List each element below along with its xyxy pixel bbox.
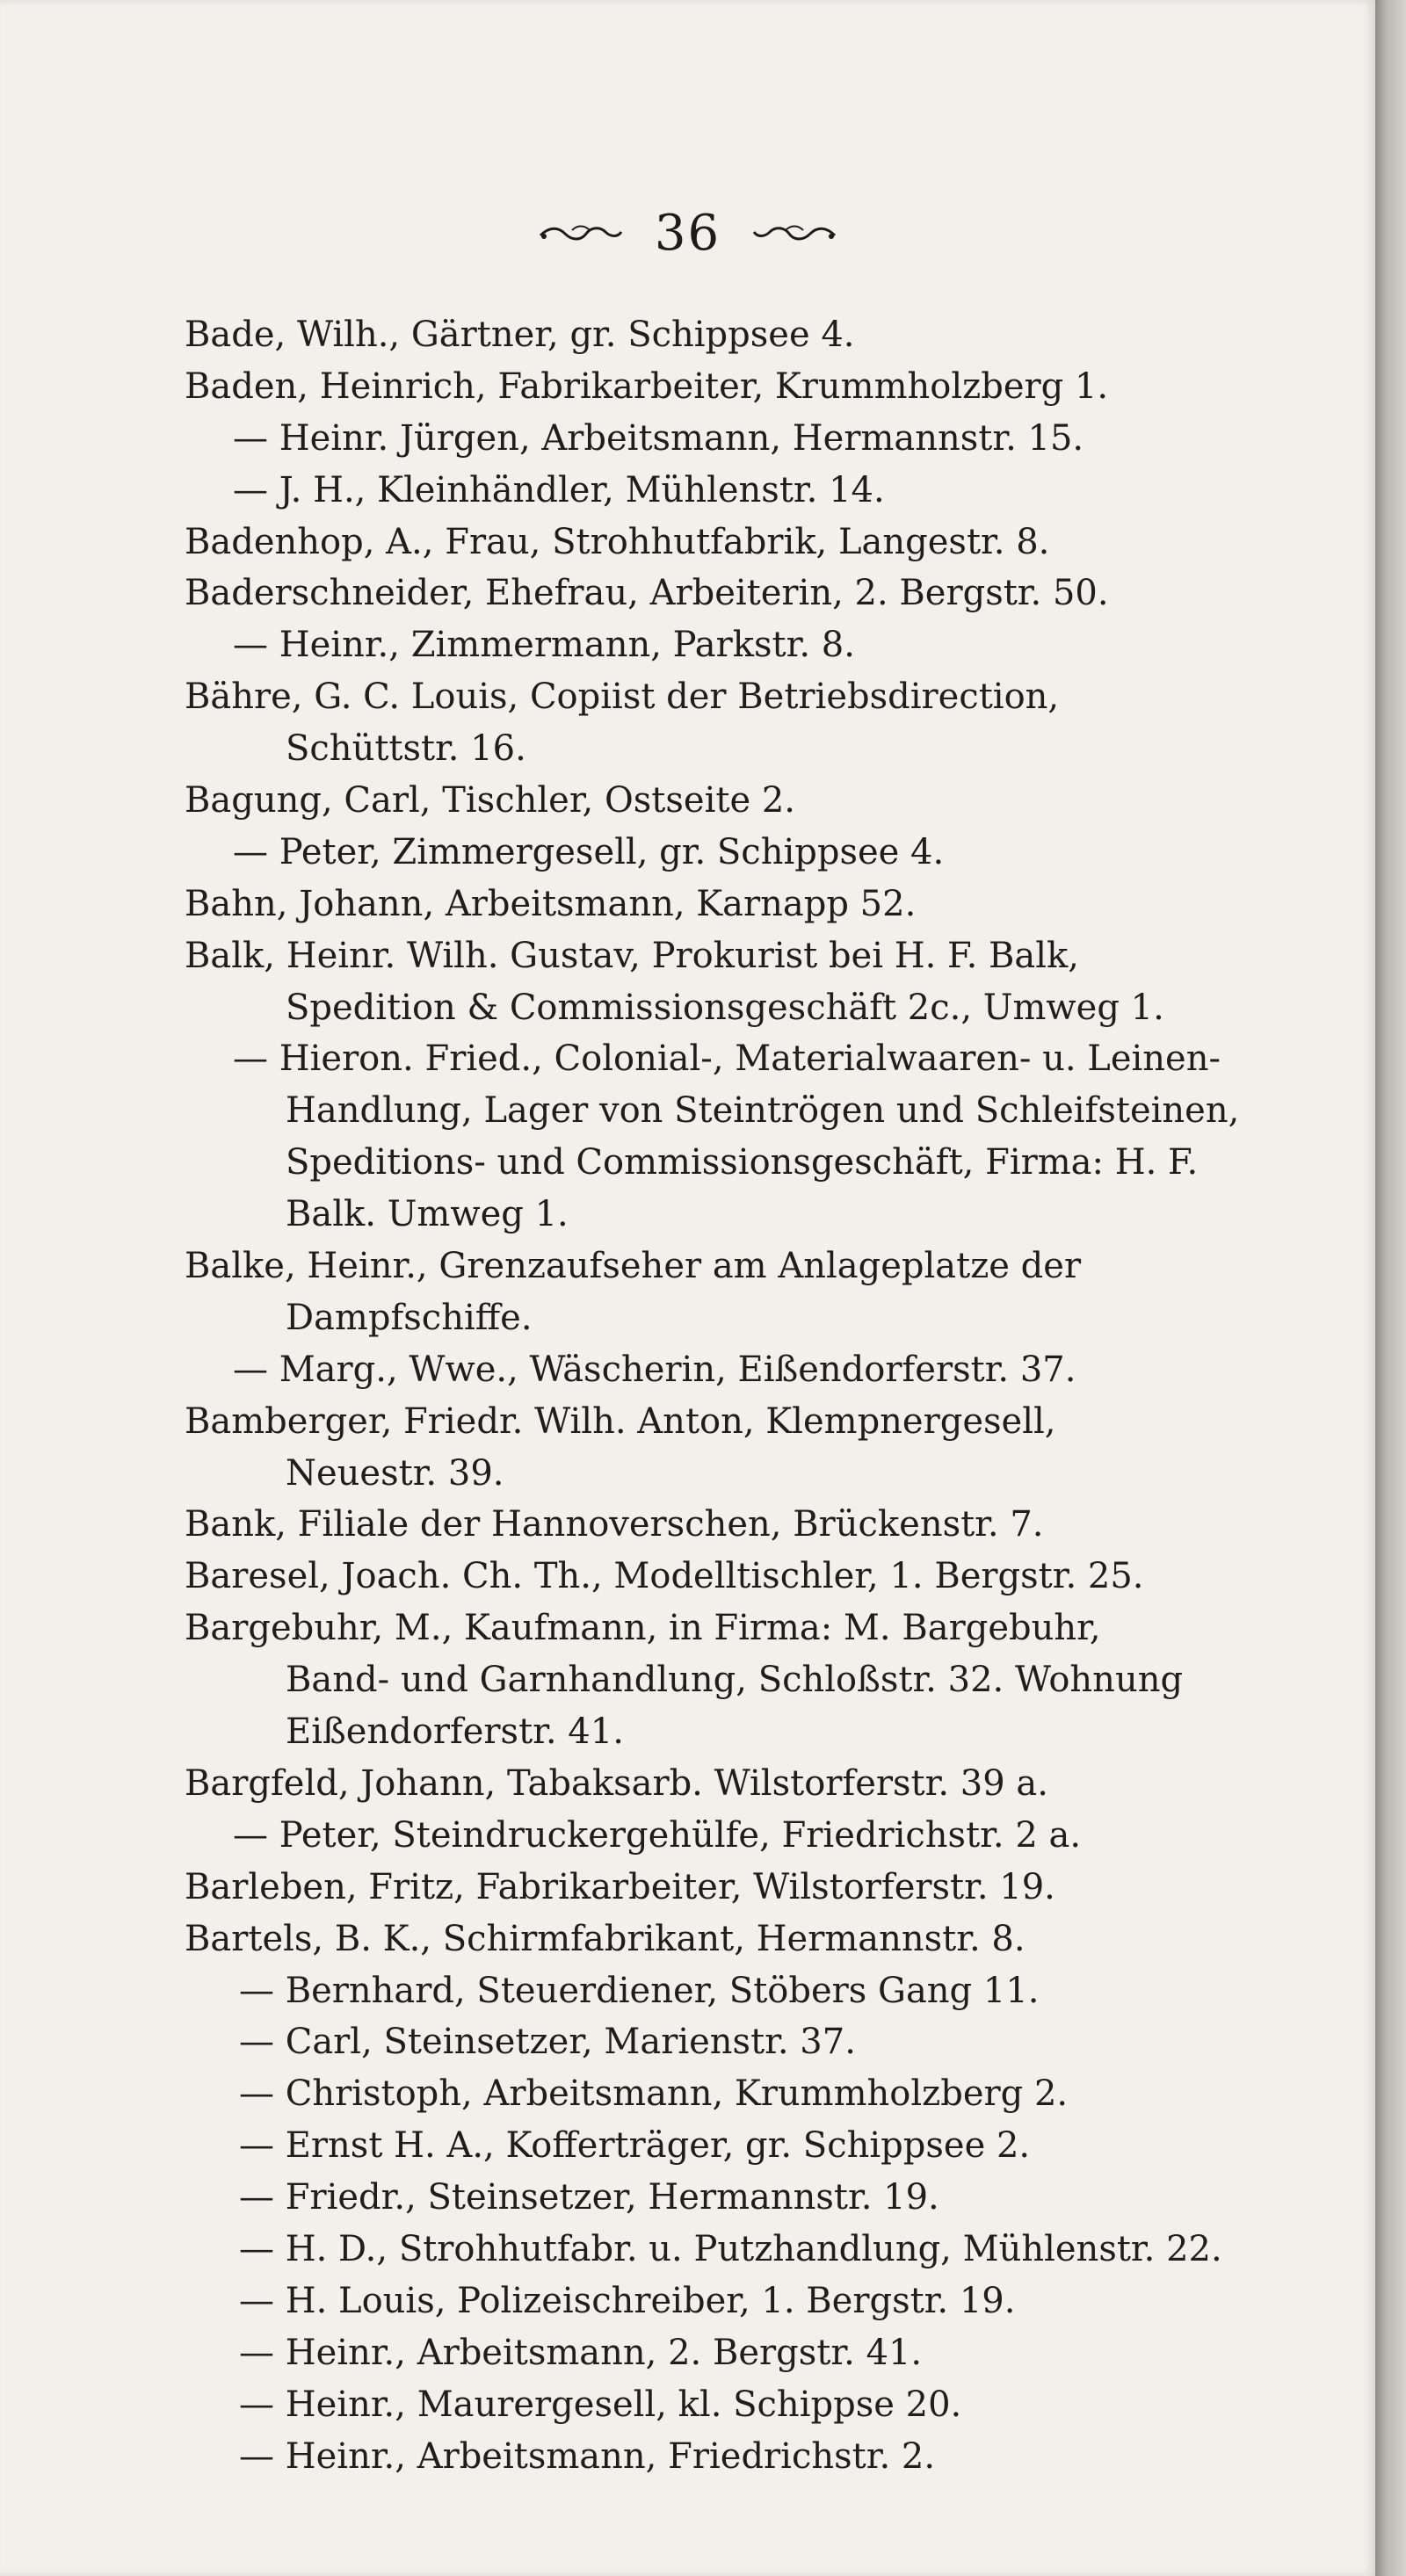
directory-entry-line: — H. Louis, Polizeischreiber, 1. Bergstr. 19.	[239, 2280, 1016, 2321]
directory-entries	[185, 309, 1362, 2482]
directory-entry-line: Handlung, Lager von Steintrögen und Schleifsteinen,	[286, 1090, 1240, 1132]
directory-entry-line: Bamberger, Friedr. Wilh. Anton, Klempnergesell,	[185, 1400, 1056, 1442]
directory-entry-line: — Heinr. Jürgen, Arbeitsmann, Hermannstr. 15.	[233, 417, 1084, 459]
directory-entry-line: Baresel, Joach. Ch. Th., Modelltischler, 1. Bergstr. 25.	[185, 1556, 1144, 1597]
directory-entry-line: Balke, Heinr., Grenzaufseher am Anlageplatze der	[185, 1246, 1082, 1287]
left-ornament-icon	[537, 220, 625, 246]
directory-entry-line: — Bernhard, Steuerdiener, Stöbers Gang 11.	[239, 1970, 1040, 2011]
page-header	[0, 198, 1375, 268]
directory-entry-line: Baderschneider, Ehefrau, Arbeiterin, 2. Bergstr. 50.	[185, 573, 1109, 614]
page-number: 36	[654, 204, 721, 262]
directory-entry-line: — H. D., Strohhutfabr. u. Putzhandlung, Mühlenstr. 22.	[239, 2228, 1222, 2269]
directory-entry-line: Neuestr. 39.	[286, 1452, 504, 1494]
directory-entry-line: — Hieron. Fried., Colonial-, Materialwaaren- u. Leinen-	[233, 1038, 1221, 1080]
directory-entry-line: Badenhop, A., Frau, Strohhutfabrik, Langestr. 8.	[185, 521, 1050, 562]
directory-entry-line: — J. H., Kleinhändler, Mühlenstr. 14.	[233, 469, 885, 510]
directory-entry-line: Bade, Wilh., Gärtner, gr. Schippsee 4.	[185, 315, 855, 355]
directory-entry-line: Bähre, G. C. Louis, Copiist der Betriebsdirection,	[185, 677, 1060, 718]
directory-entry-line: — Christoph, Arbeitsmann, Krummholzberg 2.	[239, 2073, 1069, 2115]
directory-entry-line: — Heinr., Maurergesell, kl. Schippse 20.	[239, 2384, 962, 2425]
directory-entry-line: Bargfeld, Johann, Tabaksarb. Wilstorferstr. 39 a.	[185, 1762, 1048, 1804]
directory-entry-line: — Friedr., Steinsetzer, Hermannstr. 19.	[239, 2177, 939, 2218]
directory-entry-line: Bargebuhr, M., Kaufmann, in Firma: M. Bargebuhr,	[185, 1608, 1101, 1649]
directory-entry-line: — Peter, Zimmergesell, gr. Schippsee 4.	[233, 831, 945, 872]
right-ornament-icon	[750, 220, 838, 246]
directory-entry-line: Bagung, Carl, Tischler, Ostseite 2.	[185, 780, 795, 821]
directory-entry-line: — Marg., Wwe., Wäscherin, Eißendorferstr. 37.	[233, 1349, 1076, 1390]
directory-entry-line: Speditions- und Commissionsgeschäft, Firma: H. F.	[286, 1142, 1199, 1183]
directory-entry-line: — Heinr., Arbeitsmann, 2. Bergstr. 41.	[239, 2332, 923, 2373]
directory-entry-line: Dampfschiffe.	[286, 1297, 533, 1338]
directory-entry-line: Schüttstr. 16.	[286, 728, 526, 770]
directory-entry-line: Balk, Heinr. Wilh. Gustav, Prokurist bei H. F. Balk,	[185, 935, 1079, 976]
directory-entry-line: Baden, Heinrich, Fabrikarbeiter, Krummholzberg 1.	[185, 365, 1109, 407]
page-edge	[1375, 0, 1406, 2576]
directory-entry-line: — Ernst H. A., Kofferträger, gr. Schippsee 2.	[239, 2125, 1031, 2167]
directory-entry-line: Bahn, Johann, Arbeitsmann, Karnapp 52.	[185, 883, 917, 924]
directory-entry-line: Spedition & Commissionsgeschäft 2c., Umweg 1.	[286, 987, 1164, 1028]
directory-entry-line: — Peter, Steindruckergehülfe, Friedrichstr. 2 a.	[233, 1814, 1082, 1856]
directory-entry-line: — Heinr., Zimmermann, Parkstr. 8.	[233, 625, 855, 666]
directory-entry-line: — Carl, Steinsetzer, Marienstr. 37.	[239, 2022, 856, 2063]
directory-entry-line: Balk. Umweg 1.	[286, 1194, 569, 1235]
directory-entry-line: Bank, Filiale der Hannoverschen, Brückenstr. 7.	[185, 1504, 1044, 1545]
directory-entry-line: Bartels, B. K., Schirmfabrikant, Hermannstr. 8.	[185, 1918, 1026, 1959]
directory-entry-line: — Heinr., Arbeitsmann, Friedrichstr. 2.	[239, 2435, 936, 2477]
directory-entry-line: Barleben, Fritz, Fabrikarbeiter, Wilstorferstr. 19.	[185, 1866, 1055, 1907]
directory-entry-line: Eißendorferstr. 41.	[286, 1711, 624, 1753]
directory-entry-line: Band- und Garnhandlung, Schloßstr. 32. Wohnung	[286, 1660, 1184, 1701]
